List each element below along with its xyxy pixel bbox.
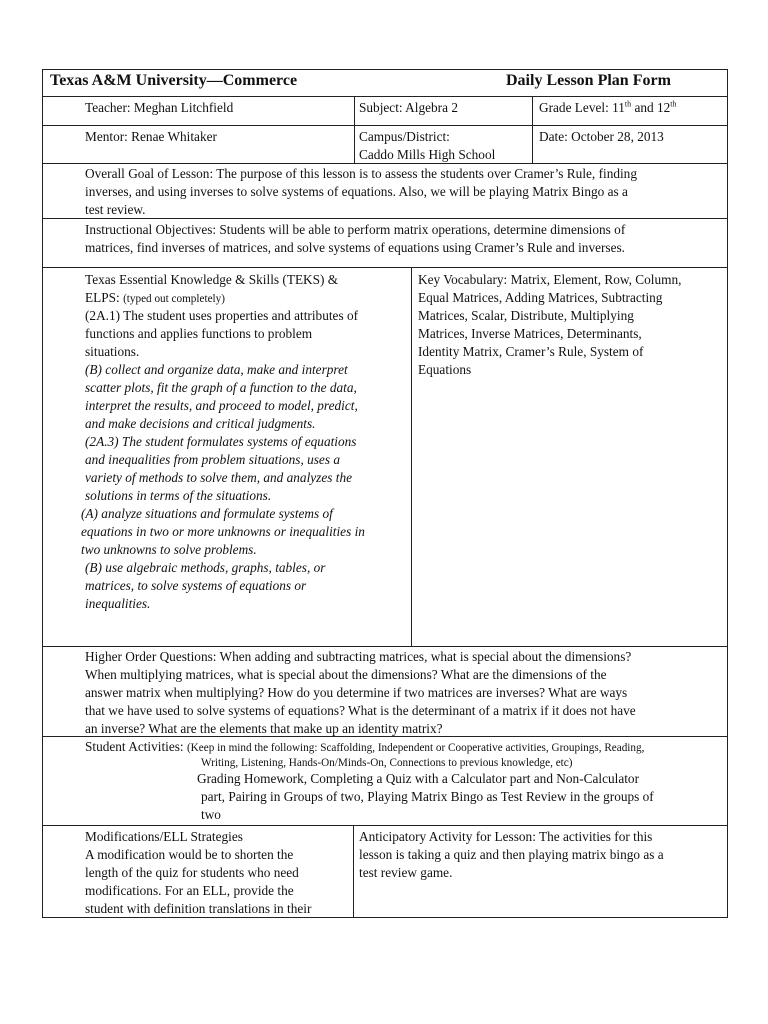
- overall-goal-line: test review.: [85, 202, 146, 217]
- higher-order-line: that we have used to solve systems of equations? What is the determinant of a matrix if it does not have: [85, 703, 636, 718]
- anticipatory-line: Anticipatory Activity for Lesson: The activities for this: [359, 829, 653, 844]
- teks-italic-line: equations in two or more unknowns or inequalities in: [81, 524, 365, 539]
- modifications-line: length of the quiz for students who need: [85, 865, 299, 880]
- university-title: Texas A&M University—Commerce: [50, 72, 298, 89]
- anticipatory-line: test review game.: [359, 865, 453, 880]
- grade-level-prefix: Grade Level: 11: [539, 100, 625, 115]
- teks-heading: Texas Essential Knowledge & Skills (TEKS) &: [85, 272, 339, 287]
- activities-line: part, Pairing in Groups of two, Playing Matrix Bingo as Test Review in the groups of: [201, 789, 654, 804]
- teks-italic-line: variety of methods to solve them, and analyzes the: [85, 470, 352, 485]
- form-title: Daily Lesson Plan Form: [506, 72, 671, 89]
- vocabulary-line: Equations: [418, 362, 472, 377]
- teks-line: situations.: [85, 344, 140, 359]
- campus-label: Campus/District:: [359, 129, 450, 144]
- vocabulary-line: Equal Matrices, Adding Matrices, Subtracting: [418, 290, 663, 305]
- higher-order-line: answer matrix when multiplying? How do you determine if two matrices are inverses? What are ways: [85, 685, 628, 700]
- overall-goal-line: inverses, and using inverses to solve systems of equations. Also, we will be playing Matrix Bingo as a: [85, 184, 628, 199]
- mentor-name: Mentor: Renae Whitaker: [85, 129, 217, 144]
- campus-name: Caddo Mills High School: [359, 147, 496, 162]
- teks-line: functions and applies functions to problem: [85, 326, 313, 341]
- vocabulary-line: Identity Matrix, Cramer’s Rule, System of: [418, 344, 644, 359]
- grade-level-mid: and 12: [631, 100, 671, 115]
- higher-order-line: Higher Order Questions: When adding and subtracting matrices, what is special about the dimensions?: [85, 649, 632, 664]
- modifications-line: modifications. For an ELL, provide the: [85, 883, 294, 898]
- activities-line: Grading Homework, Completing a Quiz with a Calculator part and Non-Calculator: [197, 771, 640, 786]
- lesson-date: Date: October 28, 2013: [539, 129, 664, 144]
- teks-italic-line: (B) collect and organize data, make and interpret: [85, 362, 348, 377]
- teks-elps-label: ELPS:: [85, 290, 120, 305]
- teks-italic-line: two unknowns to solve problems.: [81, 542, 257, 557]
- teks-italic-line: and make decisions and critical judgments.: [85, 416, 316, 431]
- modifications-line: A modification would be to shorten the: [85, 847, 294, 862]
- teks-italic-line: matrices, to solve systems of equations or: [85, 578, 307, 593]
- higher-order-line: When multiplying matrices, what is special about the dimensions? What are the dimensions of the: [85, 667, 607, 682]
- teks-italic-line: scatter plots, fit the graph of a function to the data,: [85, 380, 357, 395]
- grade-sup-1: th: [624, 99, 632, 109]
- activities-note: (Keep in mind the following: Scaffolding, Independent or Cooperative activities, Groupings, Reading,: [186, 742, 645, 754]
- modifications-line: student with definition translations in their: [85, 901, 312, 916]
- teks-italic-line: (A) analyze situations and formulate systems of: [81, 506, 333, 521]
- vocabulary-line: Matrices, Inverse Matrices, Determinants,: [418, 326, 642, 341]
- teks-heading-elps: [85, 289, 225, 308]
- overall-goal-line: Overall Goal of Lesson: The purpose of this lesson is to assess the students over Cramer’s Rule, finding: [85, 166, 637, 181]
- teks-italic-line: interpret the results, and proceed to model, predict,: [85, 398, 358, 413]
- teks-note: (typed out completely): [123, 293, 225, 305]
- vocabulary-line: Key Vocabulary: Matrix, Element, Row, Column,: [418, 272, 682, 287]
- teks-italic-line: (B) use algebraic methods, graphs, tables, or: [85, 560, 326, 575]
- higher-order-line: an inverse? What are the elements that make up an identity matrix?: [85, 721, 443, 736]
- objectives-line: Instructional Objectives: Students will be able to perform matrix operations, determine dimensions of: [85, 222, 626, 237]
- activities-label: Student Activities:: [85, 739, 184, 754]
- grade-level: [539, 99, 677, 117]
- objectives-line: matrices, find inverses of matrices, and solve systems of equations using Cramer’s Rule and inverses.: [85, 240, 626, 255]
- activities-note-line: Writing, Listening, Hands-On/Minds-On, Connections to previous knowledge, etc): [201, 757, 573, 769]
- activities-line: two: [201, 807, 221, 822]
- anticipatory-line: lesson is taking a quiz and then playing matrix bingo as a: [359, 847, 664, 862]
- teks-italic-line: inequalities.: [85, 596, 151, 611]
- modifications-line: Modifications/ELL Strategies: [85, 829, 243, 844]
- teks-italic-line: (2A.3) The student formulates systems of equations: [85, 434, 357, 449]
- teks-line: (2A.1) The student uses properties and attributes of: [85, 308, 359, 323]
- vocabulary-line: Matrices, Scalar, Distribute, Multiplying: [418, 308, 634, 323]
- subject-name: Subject: Algebra 2: [359, 100, 458, 115]
- grade-sup-2: th: [670, 99, 677, 109]
- teks-italic-line: solutions in terms of the situations.: [85, 488, 272, 503]
- teks-italic-line: and inequalities from problem situations, uses a: [85, 452, 340, 467]
- teacher-name: Teacher: Meghan Litchfield: [85, 100, 234, 115]
